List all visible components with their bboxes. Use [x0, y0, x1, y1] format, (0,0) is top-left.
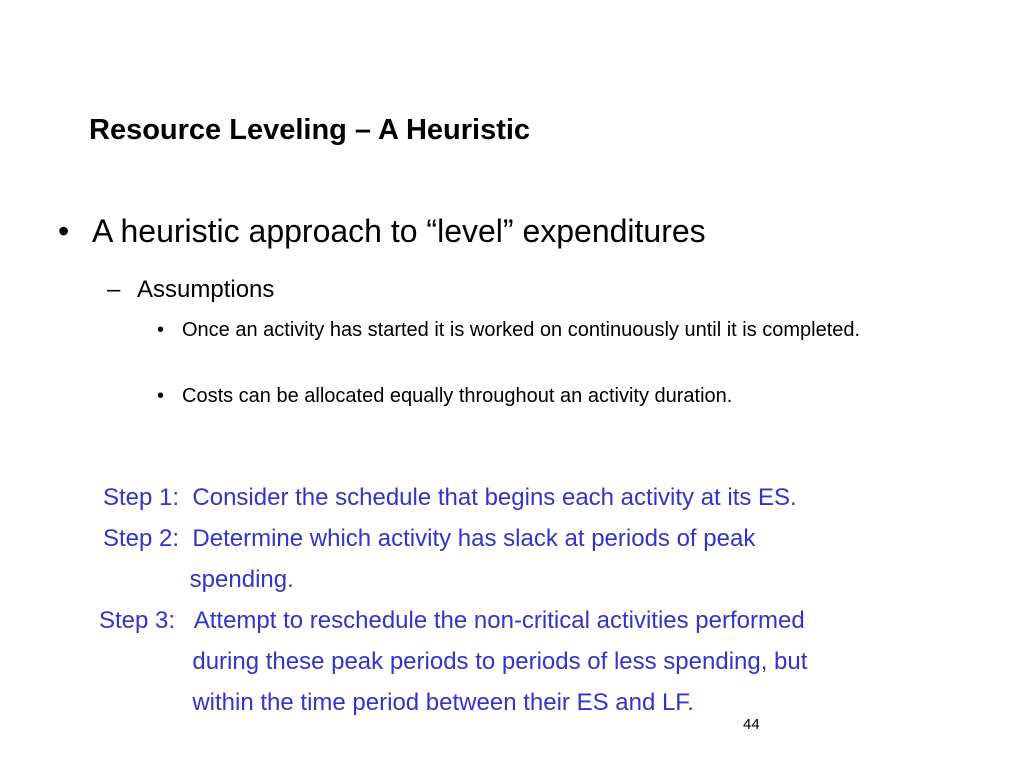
bullet-marker: • [157, 319, 165, 341]
bullet-marker: • [58, 213, 70, 249]
bullet-level3-text: Costs can be allocated equally throughout an activity duration. [182, 385, 733, 407]
bullet-level3-text: Once an activity has started it is worked on continuously until it is completed. [182, 319, 861, 341]
step-3-text-continued: during these peak periods to periods of less spending, but [99, 648, 808, 675]
bullet-marker: • [157, 385, 165, 407]
step-3-text-continued-2: within the time period between their ES and LF. [99, 689, 694, 716]
step-2-text-continued: spending. [103, 566, 294, 593]
bullet-level1-text: A heuristic approach to “level” expenditures [92, 213, 706, 249]
step-1-text: Step 1: Consider the schedule that begins each activity at its ES. [103, 484, 797, 511]
slide-title: Resource Leveling – A Heuristic [89, 114, 531, 146]
page-number: 44 [743, 716, 760, 733]
dash-marker: – [107, 276, 121, 303]
bullet-level3-item [157, 382, 922, 410]
bullet-level3-item [157, 316, 922, 344]
step-3-text: Step 3: Attempt to reschedule the non-critical activities performed [99, 607, 805, 634]
step-2-text: Step 2: Determine which activity has slack at periods of peak [103, 525, 756, 552]
bullet-level2-text: Assumptions [137, 276, 275, 303]
